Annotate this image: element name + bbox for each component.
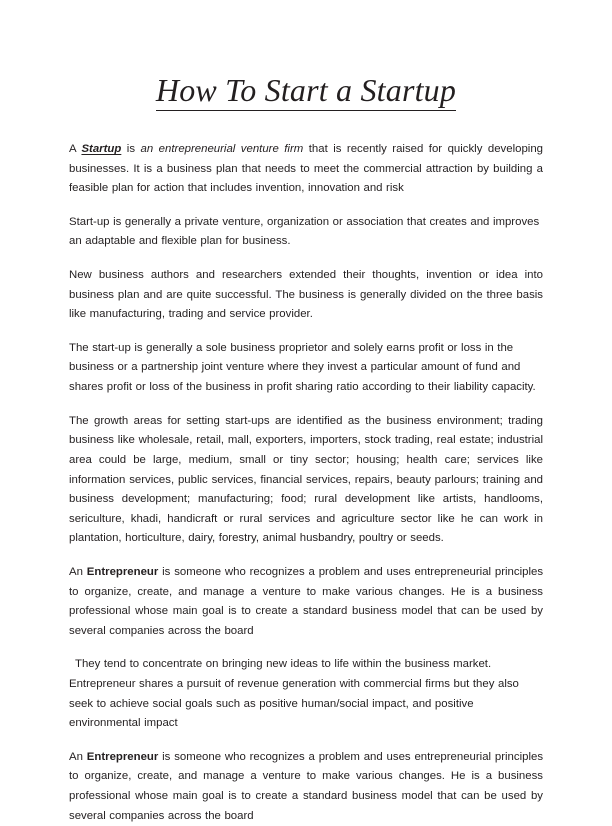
paragraph-spacer — [69, 549, 543, 563]
text-run: Start-up is generally a private venture, organization or association that creates and improves an adaptable and flexible plan for business. — [69, 215, 540, 248]
paragraph-spacer — [69, 252, 543, 266]
page-title-text: How To Start a Startup — [156, 74, 456, 111]
paragraph-p4-sole-proprietor — [69, 339, 543, 398]
paragraph-list — [69, 140, 543, 826]
text-run: An — [69, 565, 87, 578]
text-run: A — [69, 143, 82, 155]
paragraph-p7-new-ideas — [69, 655, 543, 733]
text-run: The start-up is generally a sole business proprietor and solely earns profit or loss in the business or a partnership joint venture where they invest a particular amount of fund and shares profit or loss of the business in profit sharing ratio according to their liability capacity. — [69, 341, 536, 394]
paragraph-p6-entrepreneur-1 — [69, 563, 543, 641]
text-run: An — [69, 750, 87, 763]
document-body — [69, 0, 543, 826]
text-run-bold: Entrepreneur — [86, 565, 159, 578]
text-run-bold: Entrepreneur — [86, 750, 159, 763]
text-run: that is recently raised for quickly developing businesses. It is a business plan that needs to meet the commercial attraction by building a feasible plan for action that includes invention, innovation and risk — [69, 143, 543, 195]
paragraph-spacer — [69, 325, 543, 339]
text-run: is — [121, 143, 141, 155]
paragraph-spacer — [69, 734, 543, 748]
text-run: is someone who recognizes a problem and uses entrepreneurial principles to organize, create, and manage a venture to make various changes. He is a business professional whose main goal is to create a standard business model that can be used by several companies across the board — [69, 750, 544, 822]
paragraph-p3-business-authors — [69, 266, 543, 325]
paragraph-p8-entrepreneur-2 — [69, 748, 543, 826]
paragraph-spacer — [69, 199, 543, 213]
text-run: The growth areas for setting start-ups are identified as the business environment; trading business like wholesale, retail, mall, exporters, importers, stock trading, real estate; industrial area could be large, medium, small or tiny sector; housing; health care; services like information services, public services, financial services, repairs, beauty parlours; training and business development; manufacturing; food; rural development like artists, handlooms, sericulture, khadi, handicraft or rural services and agriculture sector like he can work in plantation, horticulture, dairy, forestry, animal husbandry, poultry or seeds. — [69, 414, 543, 545]
paragraph-spacer — [69, 398, 543, 412]
text-run: New business authors and researchers extended their thoughts, invention or idea into business plan and are quite successful. The business is generally divided on the three basis like manufacturing, trading and service provider. — [69, 269, 543, 321]
paragraph-spacer — [69, 641, 543, 655]
text-run: They tend to concentrate on bringing new ideas to life within the business market. Entrepreneur shares a pursuit of revenue generation with commercial firms but they also seek to achieve social goals such as positive human/social impact, and positive environmental impact — [69, 658, 519, 730]
title-spacer — [69, 111, 543, 140]
paragraph-p2-startup-general — [69, 213, 543, 252]
text-run: is someone who recognizes a problem and uses entrepreneurial principles to organize, create, and manage a venture to make various changes. He is a business professional whose main goal is to create a standard business model that can be used by several companies across the board — [69, 565, 544, 637]
text-run-italic: an entrepreneurial venture firm — [140, 143, 304, 155]
text-run-bold-italic-underline: Startup — [81, 143, 122, 155]
paragraph-p5-growth-areas — [69, 412, 543, 549]
paragraph-p1-startup-definition — [69, 140, 543, 199]
page-title — [69, 0, 543, 111]
